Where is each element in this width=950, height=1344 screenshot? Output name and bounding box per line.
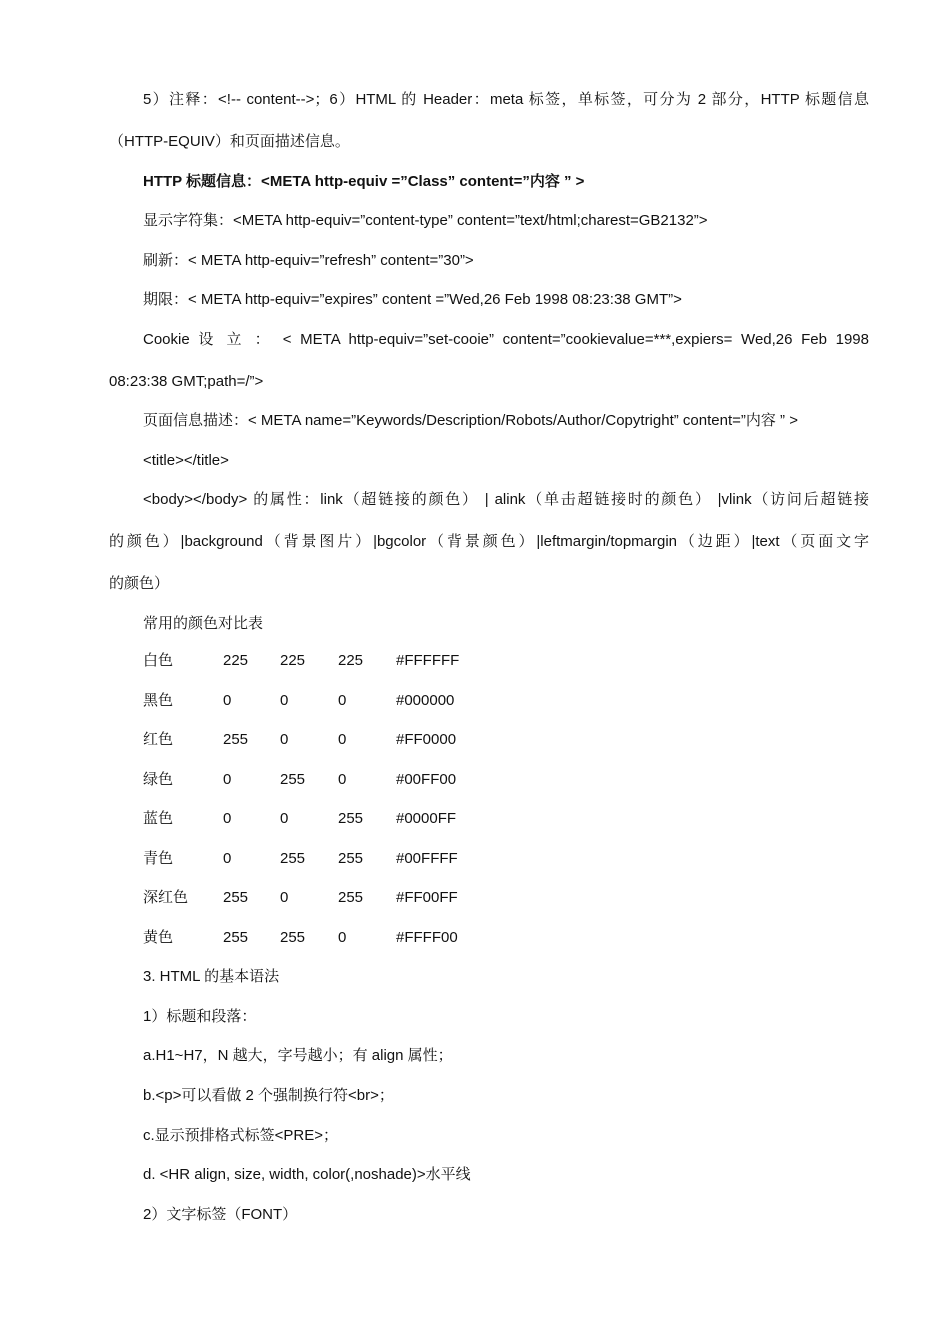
color-b: 255 bbox=[338, 889, 364, 906]
color-b: 0 bbox=[338, 771, 347, 788]
color-b: 255 bbox=[338, 850, 364, 867]
paragraph-comment-header: 5）注释：<!-- content-->；6）HTML 的 Header：meta 标签，单标签，可分为 2 部分，HTTP 标题信息 bbox=[143, 91, 869, 108]
list-item-b: b.<p>可以看做 2 个强制换行符<br>； bbox=[143, 1087, 394, 1104]
color-g: 225 bbox=[280, 652, 306, 669]
color-name: 青色 bbox=[143, 850, 174, 867]
refresh-line: 刷新：< META http-equiv=”refresh” content=”30”> bbox=[143, 252, 474, 269]
color-g: 0 bbox=[280, 889, 289, 906]
cookie-line-continued: 08:23:38 GMT;path=/”> bbox=[109, 373, 264, 390]
color-hex: #FF0000 bbox=[396, 731, 457, 748]
color-name: 绿色 bbox=[143, 771, 174, 788]
charset-line: 显示字符集：<META http-equiv=”content-type” content=”text/html;charest=GB2132”> bbox=[143, 212, 708, 229]
color-g: 255 bbox=[280, 771, 306, 788]
cookie-line: Cookie 设 立 ： < META http-equiv=”set-cooie” content=”cookievalue=***,expiers= Wed,26 Feb 1998 bbox=[143, 331, 869, 348]
color-hex: #00FFFF bbox=[396, 850, 458, 867]
body-attributes-line-3: 的颜色） bbox=[109, 575, 170, 592]
expires-line: 期限：< META http-equiv=”expires” content =”Wed,26 Feb 1998 08:23:38 GMT”> bbox=[143, 291, 682, 308]
body-attributes-line: <body></body> 的属性：link（超链接的颜色） | alink（单击超链接时的颜色） |vlink（访问后超链接 bbox=[143, 491, 869, 508]
color-b: 0 bbox=[338, 929, 347, 946]
color-hex: #0000FF bbox=[396, 810, 457, 827]
color-r: 0 bbox=[223, 692, 232, 709]
color-g: 0 bbox=[280, 810, 289, 827]
body-attributes-line-2: 的颜色）|background（背景图片）|bgcolor（背景颜色）|leftmargin/topmargin（边距）|text（页面文字 bbox=[109, 533, 869, 550]
color-b: 255 bbox=[338, 810, 364, 827]
color-hex: #FF00FF bbox=[396, 889, 458, 906]
color-name: 深红色 bbox=[143, 889, 189, 906]
color-r: 255 bbox=[223, 929, 249, 946]
color-r: 0 bbox=[223, 771, 232, 788]
color-r: 255 bbox=[223, 889, 249, 906]
section-heading-basic-syntax: 3. HTML 的基本语法 bbox=[143, 968, 280, 985]
color-hex: #00FF00 bbox=[396, 771, 457, 788]
color-g: 255 bbox=[280, 850, 306, 867]
subheading-font-tag: 2）文字标签（FONT） bbox=[143, 1206, 298, 1223]
color-name: 红色 bbox=[143, 731, 174, 748]
color-b: 225 bbox=[338, 652, 364, 669]
color-name: 白色 bbox=[143, 652, 174, 669]
color-name: 蓝色 bbox=[143, 810, 174, 827]
color-hex: #FFFFFF bbox=[396, 652, 460, 669]
list-item-c: c.显示预排格式标签<PRE>； bbox=[143, 1127, 339, 1144]
color-r: 0 bbox=[223, 810, 232, 827]
list-item-d: d. <HR align, size, width, color(,noshade)>水平线 bbox=[143, 1166, 471, 1183]
color-b: 0 bbox=[338, 692, 347, 709]
http-title-info: HTTP 标题信息：<META http-equiv =”Class” content=”内容 ” > bbox=[143, 173, 585, 190]
color-g: 255 bbox=[280, 929, 306, 946]
color-table-heading: 常用的颜色对比表 bbox=[143, 615, 264, 632]
color-r: 0 bbox=[223, 850, 232, 867]
color-g: 0 bbox=[280, 731, 289, 748]
color-g: 0 bbox=[280, 692, 289, 709]
page-description-line: 页面信息描述：< META name=”Keywords/Description/Robots/Author/Copytright” content=”内容 ” > bbox=[143, 412, 798, 429]
title-tag-line: <title></title> bbox=[143, 452, 229, 469]
color-hex: #000000 bbox=[396, 692, 455, 709]
color-name: 黑色 bbox=[143, 692, 174, 709]
color-r: 255 bbox=[223, 731, 249, 748]
list-item-a: a.H1~H7，N 越大，字号越小；有 align 属性； bbox=[143, 1047, 453, 1064]
color-b: 0 bbox=[338, 731, 347, 748]
color-name: 黄色 bbox=[143, 929, 174, 946]
color-hex: #FFFF00 bbox=[396, 929, 458, 946]
color-r: 225 bbox=[223, 652, 249, 669]
paragraph-http-equiv: （HTTP-EQUIV）和页面描述信息。 bbox=[109, 133, 350, 150]
subheading-title-paragraph: 1）标题和段落： bbox=[143, 1008, 257, 1025]
